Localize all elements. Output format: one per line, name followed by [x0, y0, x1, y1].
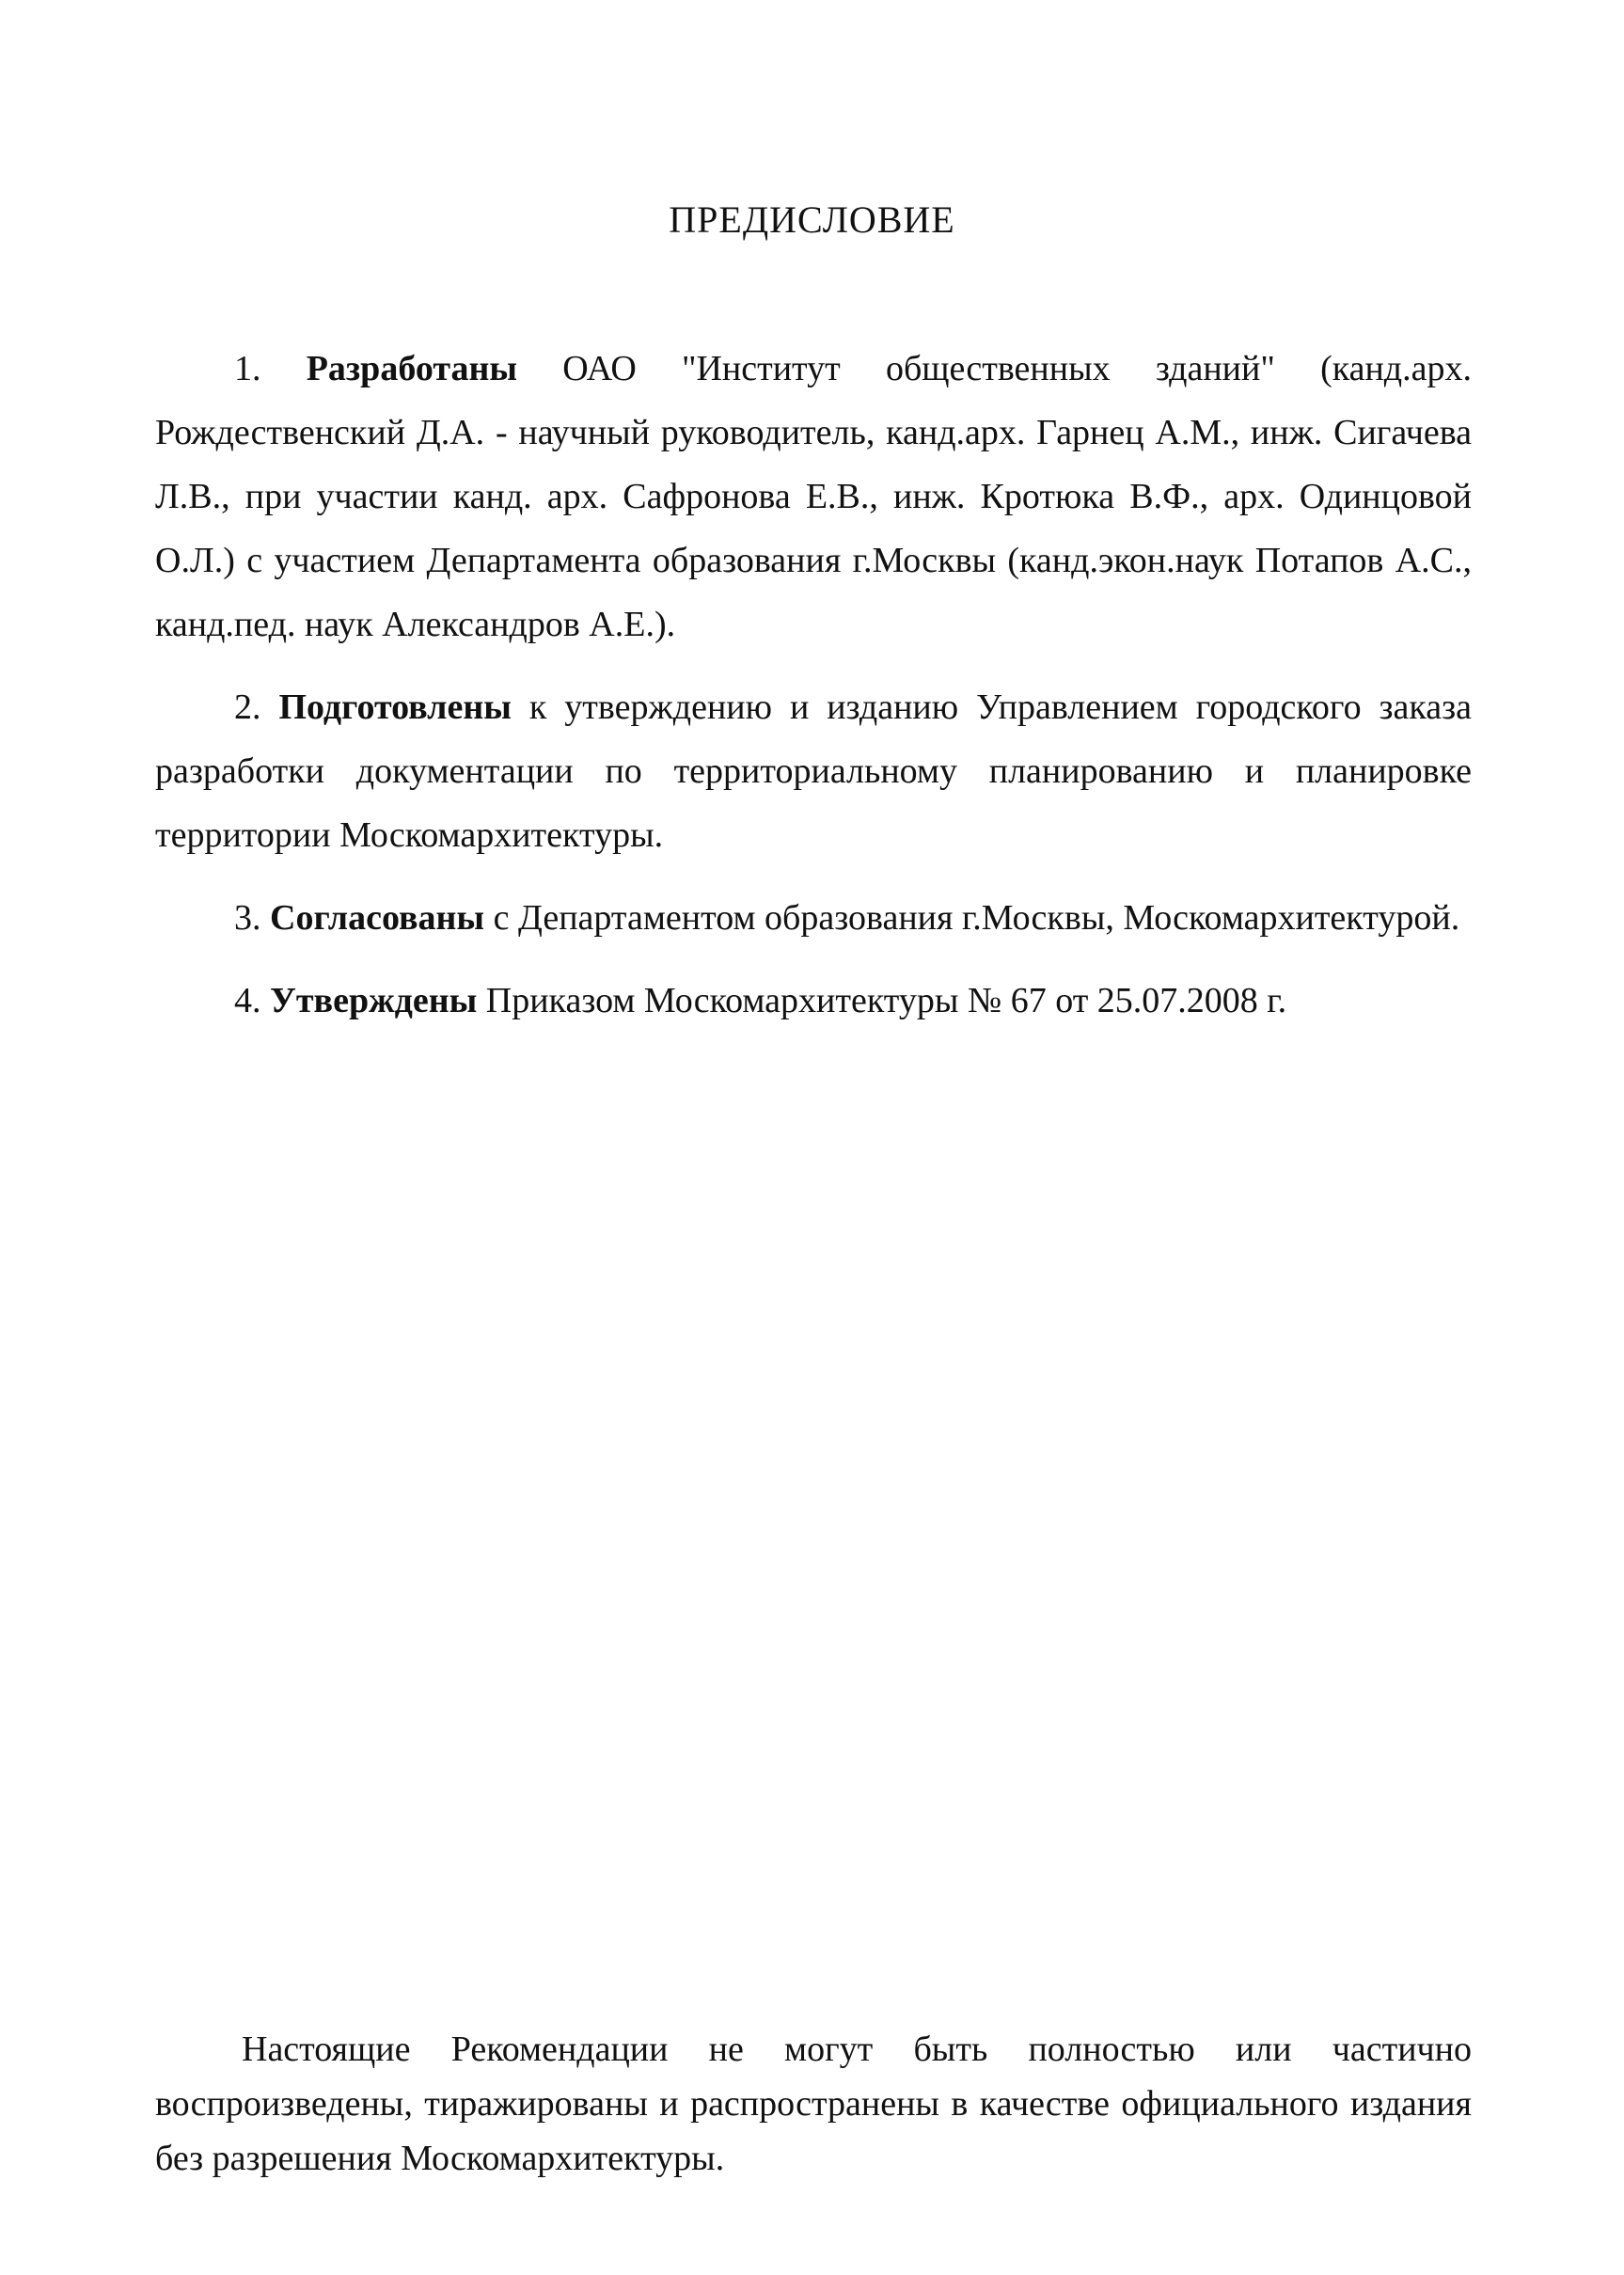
item-lead: Согласованы [270, 898, 485, 938]
item-text: с Департаментом образования г.Москвы, Москомархитектурой. [493, 898, 1460, 938]
preface-item-2 [155, 675, 1472, 867]
item-lead: Подготовлены [278, 687, 512, 727]
preface-item-4 [155, 969, 1472, 1033]
item-lead: Разработаны [306, 349, 518, 388]
copyright-notice: Настоящие Рекомендации не могут быть полностью или частично воспроизведены, тиражированы и распространены в качестве официального издания без разрешения Москомархитектуры. [155, 2030, 1472, 2178]
preface-item-3 [155, 886, 1472, 950]
item-number: 1. [234, 349, 261, 388]
item-text: ОАО "Институт общественных зданий" (канд.арх. Рождественский Д.А. - научный руководитель, канд.арх. Гарнец А.М., инж. Сигачева Л.В., при участии канд. арх. Сафронова Е.В., инж. Кротюка В.Ф., арх. Одинцовой О.Л.) с участием Департамента образования г.Москвы (канд.экон.наук Потапов А.С., канд.пед. наук Александров А.Е.). [155, 349, 1473, 644]
item-number: 3. [234, 898, 261, 938]
item-text: к утверждению и изданию Управлением городского заказа разработки документации по территориальному планированию и планировке территории Москомархитектуры. [155, 687, 1473, 855]
preface-item-1 [155, 337, 1472, 656]
item-lead: Утверждены [270, 981, 478, 1020]
preface-list [155, 337, 1472, 1051]
item-number: 2. [234, 687, 261, 727]
page-title: ПРЕДИСЛОВИЕ [669, 198, 955, 241]
item-text: Приказом Москомархитектуры № 67 от 25.07.2008 г. [485, 981, 1287, 1020]
item-number: 4. [234, 981, 261, 1020]
